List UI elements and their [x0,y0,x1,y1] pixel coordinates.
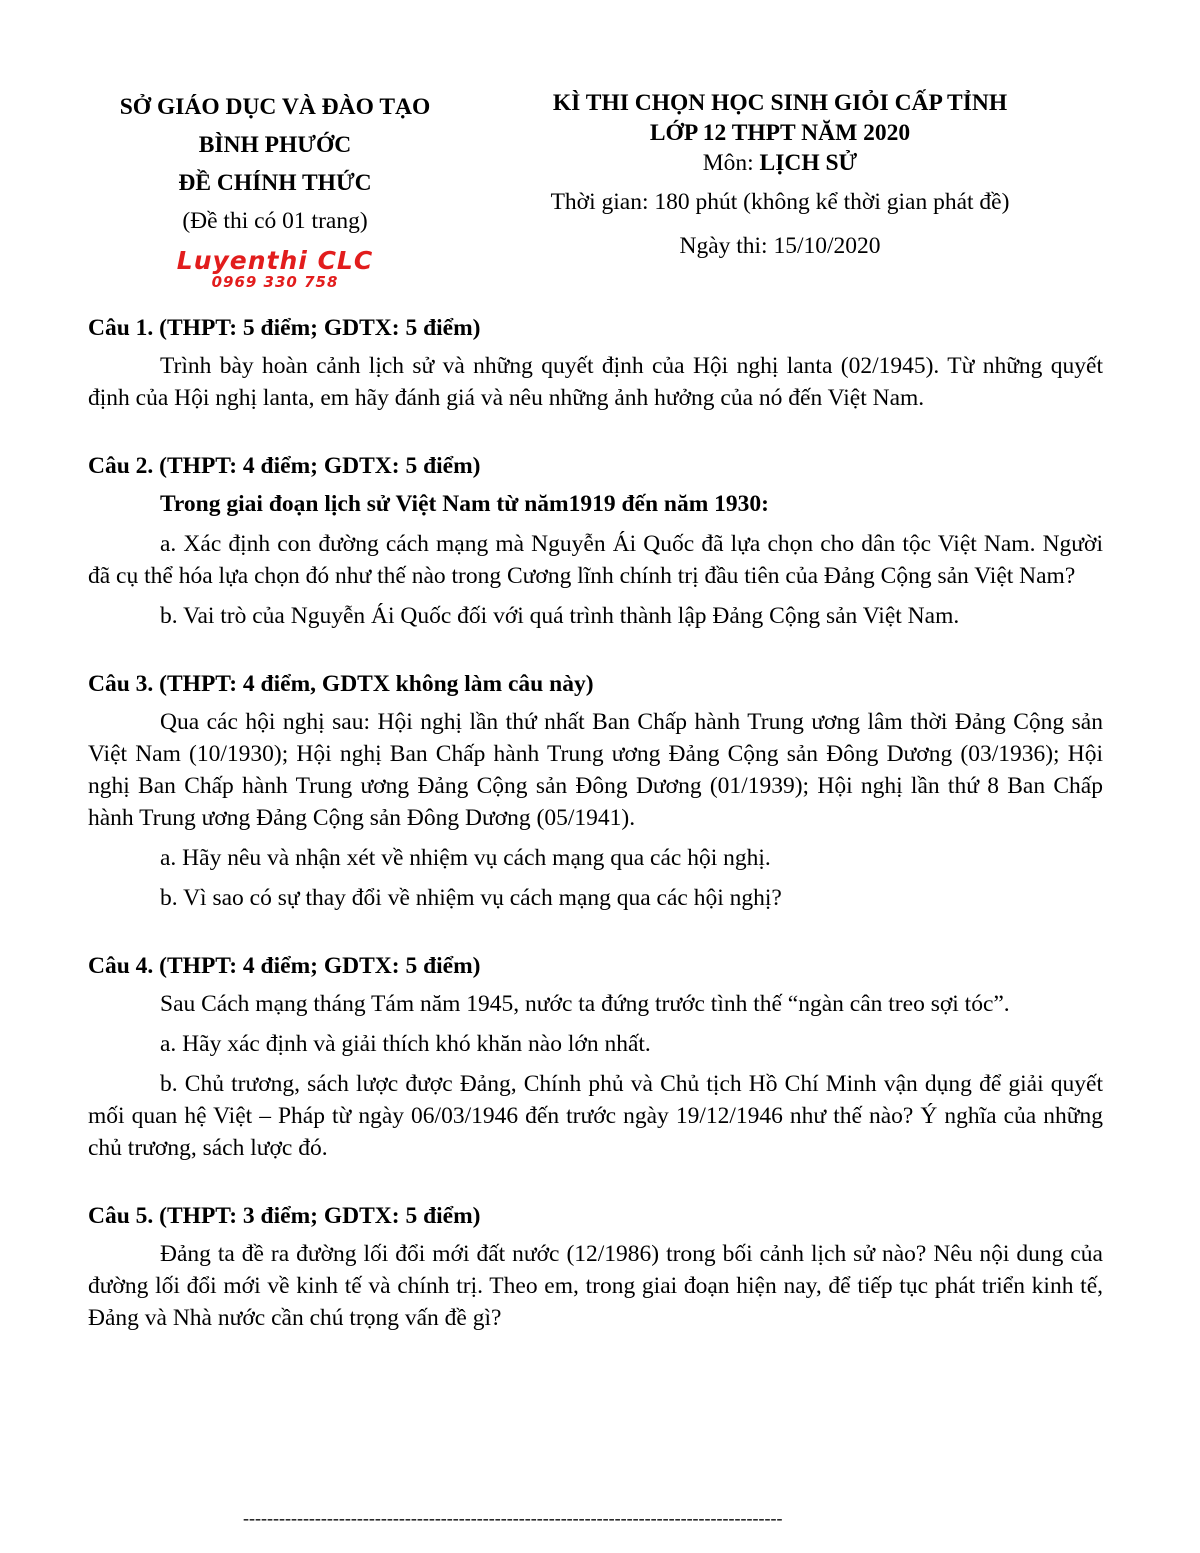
subject-line [500,148,1060,178]
question-4 [88,950,1103,1164]
question-title: Câu 1. (THPT: 5 điểm; GDTX: 5 điểm) [88,315,481,341]
subject-label: Môn: [702,150,760,176]
question-text: b. Chủ trương, sách lược được Đảng, Chính phủ và Chủ tịch Hồ Chí Minh vận dụng để giải quyết mối quan hệ Việt – Pháp từ ngày 06/03/1946 đến trước ngày 19/12/1946 như thế nào? Ý nghĩa của những chủ trương, sách lược đó. [88,1071,1103,1161]
question-text: a. Xác định con đường cách mạng mà Nguyễn Ái Quốc đã lựa chọn cho dân tộc Việt Nam. Người đã cụ thể hóa lựa chọn đó như thế nào trong Cương lĩnh chính trị đầu tiên của Đảng Cộng sản Việt Nam? [88,531,1103,589]
header-right [500,88,1060,266]
logo-brand: Luyenthi CLC [176,246,374,275]
question-5 [88,1200,1103,1334]
question-2 [88,450,1103,632]
question-3 [88,668,1103,914]
subject-name: LỊCH SỬ [759,150,858,176]
page-count-note: (Đề thi có 01 trang) [182,208,368,234]
end-separator: ------------------------------------------------------------------------------------------ [243,1508,783,1528]
question-1 [88,312,1103,414]
header-left [80,88,470,290]
luyenthi-logo [160,248,390,290]
question-text: b. Vì sao có sự thay đổi về nhiệm vụ cách mạng qua các hội nghị? [160,885,782,911]
question-text: b. Vai trò của Nguyễn Ái Quốc đối với quá trình thành lập Đảng Cộng sản Việt Nam. [160,603,960,629]
question-text: a. Hãy xác định và giải thích khó khăn nào lớn nhất. [160,1031,651,1057]
exam-date: Ngày thi: 15/10/2020 [679,233,881,259]
question-title: Câu 4. (THPT: 4 điểm; GDTX: 5 điểm) [88,953,481,979]
province-name: BÌNH PHƯỚC [198,132,352,158]
logo-phone: 0969 330 758 [211,273,339,291]
question-text: Sau Cách mạng tháng Tám năm 1945, nước ta đứng trước tình thế “ngàn cân treo sợi tóc”. [160,991,1010,1017]
question-title: Câu 5. (THPT: 3 điểm; GDTX: 5 điểm) [88,1203,481,1229]
department-name: SỞ GIÁO DỤC VÀ ĐÀO TẠO [119,94,431,120]
question-list [88,312,1103,1370]
exam-level: LỚP 12 THPT NĂM 2020 [649,120,911,146]
question-intro: Trong giai đoạn lịch sử Việt Nam từ năm1919 đến năm 1930: [160,491,770,517]
question-text: Qua các hội nghị sau: Hội nghị lần thứ nhất Ban Chấp hành Trung ương lâm thời Đảng Cộng sản Việt Nam (10/1930); Hội nghị Ban Chấp hành Trung ương Đảng Cộng sản Đông Dương (03/1936); Hội nghị Ban Chấp hành Trung ương Đảng Cộng sản Đông Dương (01/1939); Hội nghị lần thứ 8 Ban Chấp hành Trung ương Đảng Cộng sản Đông Dương (05/1941). [88,709,1103,831]
official-status: ĐỀ CHÍNH THỨC [178,170,372,196]
exam-duration: Thời gian: 180 phút (không kể thời gian phát đề) [550,189,1010,215]
question-title: Câu 2. (THPT: 4 điểm; GDTX: 5 điểm) [88,453,481,479]
question-text: Đảng ta đề ra đường lối đổi mới đất nước (12/1986) trong bối cảnh lịch sử nào? Nêu nội dung của đường lối đổi mới về kinh tế và chính trị. Theo em, trong giai đoạn hiện nay, để tiếp tục phát triển kinh tế, Đảng và Nhà nước cần chú trọng vấn đề gì? [88,1241,1103,1331]
question-title: Câu 3. (THPT: 4 điểm, GDTX không làm câu này) [88,671,594,697]
exam-title: KÌ THI CHỌN HỌC SINH GIỎI CẤP TỈNH [552,90,1008,116]
question-text: a. Hãy nêu và nhận xét về nhiệm vụ cách mạng qua các hội nghị. [160,845,771,871]
question-text: Trình bày hoàn cảnh lịch sử và những quyết định của Hội nghị lanta (02/1945). Từ những quyết định của Hội nghị lanta, em hãy đánh giá và nêu những ảnh hưởng của nó đến Việt Nam. [88,353,1103,411]
